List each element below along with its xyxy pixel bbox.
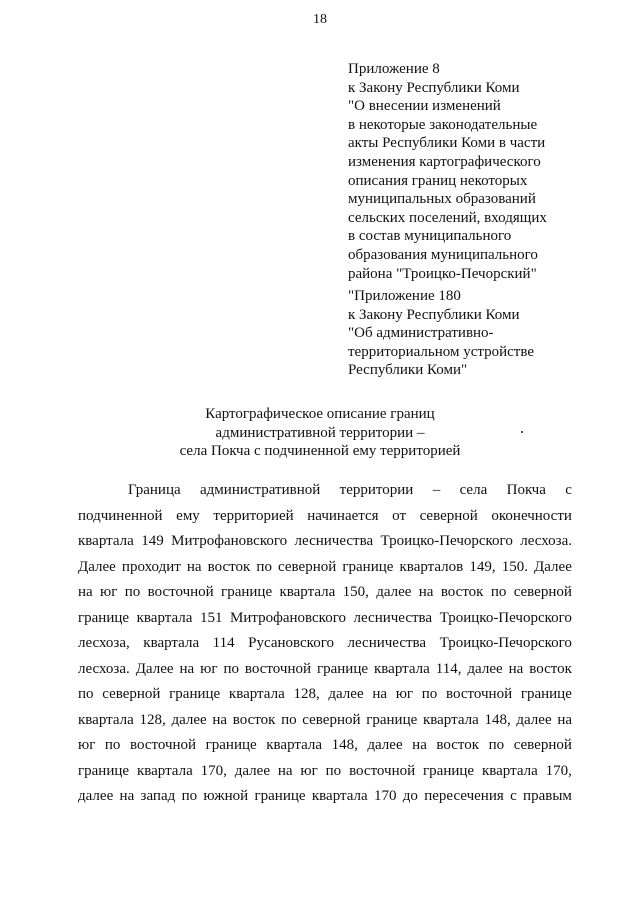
body-word: квартала (78, 711, 134, 728)
body-paragraph (78, 478, 572, 810)
body-word: северной (278, 558, 337, 575)
body-word: Далее (78, 558, 116, 575)
body-word: 151 (199, 609, 223, 626)
body-word: квартала (228, 686, 285, 702)
body-word: границе (366, 711, 418, 728)
body-word: лесничества (353, 609, 433, 626)
body-word: северной (102, 686, 161, 702)
body-word: территории (339, 482, 414, 498)
body-word: лесничества (294, 533, 374, 549)
body-line (78, 529, 572, 555)
body-line (78, 657, 572, 683)
appendix-line: муниципальных образований (348, 191, 536, 208)
body-word: 150. (501, 558, 528, 575)
body-word: границе (423, 762, 475, 779)
body-word: Троицко-Печорского (380, 533, 513, 549)
body-word: далее (234, 762, 270, 779)
appendix-line: в состав муниципального (348, 228, 512, 245)
body-word: далее (367, 737, 403, 753)
appendix-line: образования муниципального (348, 246, 538, 263)
body-word: по (256, 558, 272, 575)
body-word: лесхоза. (520, 533, 572, 549)
appendix-line: Приложение 8 (348, 61, 440, 77)
body-word: квартала (266, 737, 323, 753)
body-word: лесхоза, (78, 635, 130, 651)
body-word: по (124, 584, 141, 600)
body-word: Русановского (248, 635, 334, 651)
body-word: проходит (121, 558, 181, 575)
body-word: квартала (422, 711, 479, 728)
body-word: на (277, 762, 293, 779)
body-word: по (104, 737, 121, 753)
body-word: квартала (136, 762, 193, 779)
body-word: границе (316, 660, 369, 677)
body-word: 114, (435, 660, 462, 677)
body-word: 170, (200, 762, 227, 779)
body-word: юг (395, 686, 414, 702)
body-word: по (181, 788, 198, 804)
body-line (78, 478, 572, 504)
body-word: лесничества (347, 635, 427, 651)
body-line (78, 708, 572, 734)
body-word: восточной (446, 686, 513, 702)
body-word: Троицко-Печорского (439, 609, 572, 626)
body-word: ему (176, 507, 200, 524)
body-word: на (78, 584, 93, 600)
appendix-line: "Об административно- (348, 325, 494, 342)
body-word: восток (529, 660, 572, 677)
body-word: административной (200, 482, 321, 498)
body-word: оконечности (491, 507, 572, 524)
body-word: границе (342, 558, 394, 575)
body-line (78, 555, 572, 581)
body-word: кварталов (399, 558, 464, 575)
body-word: восточной (244, 660, 312, 677)
body-word: до (402, 788, 418, 804)
body-word: границе (254, 788, 306, 804)
body-word: подчиненной (78, 507, 163, 524)
body-word: границе (520, 686, 572, 702)
appendix-line: Республики Коми" (348, 362, 468, 379)
body-word: лесхоза. (78, 660, 130, 677)
appendix-line: акты Республики Коми в части (348, 135, 546, 152)
body-line (78, 759, 572, 785)
body-word: квартала (143, 635, 200, 651)
body-word: на (372, 686, 388, 702)
body-word: на (412, 737, 427, 753)
body-word: северной (419, 507, 478, 524)
body-word: квартала (78, 533, 134, 549)
body-line (78, 784, 572, 810)
appendix-line: "О внесении изменений (348, 98, 501, 115)
body-word: Митрофановского (171, 533, 288, 549)
body-word: границе (78, 609, 130, 626)
body-word: квартала (279, 584, 336, 600)
body-word: далее (78, 788, 114, 804)
body-word: по (421, 686, 438, 702)
body-word: правым (523, 788, 572, 804)
body-line (78, 682, 572, 708)
body-word: – (432, 482, 441, 498)
body-word: квартала (481, 762, 538, 779)
body-word: далее (516, 711, 552, 728)
body-line (78, 733, 572, 759)
body-word: восток (232, 711, 276, 728)
body-word: восток (440, 584, 484, 600)
appendix-line: к Закону Республики Коми (348, 79, 520, 96)
body-word: юг (100, 584, 118, 600)
body-line (78, 631, 572, 657)
body-word: северной (513, 584, 572, 600)
appendix-line: описания границ некоторых (348, 172, 528, 189)
body-word: квартала (136, 609, 193, 626)
body-word: на (212, 711, 228, 728)
title-line: села Покча с подчиненной ему территорией (179, 443, 461, 460)
body-word: восток (207, 558, 251, 575)
body-word: пересечения (424, 788, 504, 804)
body-word: на (179, 660, 195, 677)
appendix-line: сельских поселений, входящих (348, 209, 547, 226)
body-word: начинается (307, 507, 379, 524)
appendix-8-header (348, 60, 608, 283)
body-word: территорией (213, 507, 294, 524)
body-word: Далее (135, 660, 174, 677)
body-word: юг (300, 762, 318, 779)
body-word: от (392, 507, 407, 524)
body-word: границе (221, 584, 273, 600)
body-word: 128, (139, 711, 166, 728)
body-word: границе (169, 686, 221, 702)
body-word: Покча (506, 482, 546, 498)
body-word: на (186, 558, 202, 575)
body-word: с (565, 482, 572, 498)
body-word: 114 (212, 635, 235, 651)
body-word: северной (302, 711, 361, 728)
body-word: далее (171, 711, 207, 728)
appendix-line: территориальном устройстве (348, 343, 535, 360)
body-line (78, 504, 572, 530)
body-word: далее (376, 584, 412, 600)
body-word: восточной (129, 737, 197, 753)
body-word: границе (78, 762, 130, 779)
body-word: далее (467, 660, 503, 677)
body-word: на (119, 788, 135, 804)
body-word: по (223, 660, 239, 677)
appendix-line: "Приложение 180 (348, 288, 461, 304)
appendix-line: к Закону Республики Коми (348, 306, 520, 323)
body-word: квартала (311, 788, 368, 804)
body-word: границе (205, 737, 257, 753)
body-word: квартала (373, 660, 430, 677)
appendix-line: в некоторые законодательные (348, 116, 538, 133)
body-word: на (557, 711, 572, 728)
body-word: юг (200, 660, 218, 677)
body-word: на (508, 660, 524, 677)
body-word: 148, (484, 711, 511, 728)
body-word: по (488, 737, 505, 753)
body-word: 148, (331, 737, 358, 753)
body-word: с (510, 788, 517, 804)
body-word: запад (140, 788, 176, 804)
body-word: Далее (534, 558, 572, 575)
body-word: далее (328, 686, 364, 702)
body-word: 149, (469, 558, 496, 575)
body-word: восток (436, 737, 480, 753)
appendix-180-header (348, 287, 608, 380)
body-word: Граница (128, 482, 181, 498)
document-title (0, 405, 640, 461)
body-word: на (418, 584, 434, 600)
body-word: восточной (349, 762, 416, 779)
body-word: Троицко-Печорского (439, 635, 572, 651)
body-word: северной (513, 737, 572, 753)
body-word: по (490, 584, 507, 600)
body-word: по (281, 711, 297, 728)
title-line: Картографическое описание границ (205, 406, 435, 422)
body-word: Митрофановского (230, 609, 346, 626)
title-line: административной территории – (215, 424, 425, 441)
body-word: села (459, 482, 488, 498)
body-line (78, 606, 572, 632)
body-word: юг (78, 737, 96, 753)
body-word: 149 (141, 533, 164, 549)
appendix-line: района "Троицко-Печорский" (348, 265, 537, 282)
body-word: 170, (545, 762, 572, 779)
body-word: южной (203, 788, 249, 804)
body-word: по (78, 686, 94, 702)
body-word: 170 (373, 788, 397, 804)
body-word: восточной (147, 584, 214, 600)
body-word: 128, (293, 686, 320, 702)
page-number: 18 (313, 12, 327, 27)
appendix-line: изменения картографического (348, 153, 541, 170)
body-word: по (325, 762, 342, 779)
body-line (78, 580, 572, 606)
body-word: 150, (342, 584, 369, 600)
